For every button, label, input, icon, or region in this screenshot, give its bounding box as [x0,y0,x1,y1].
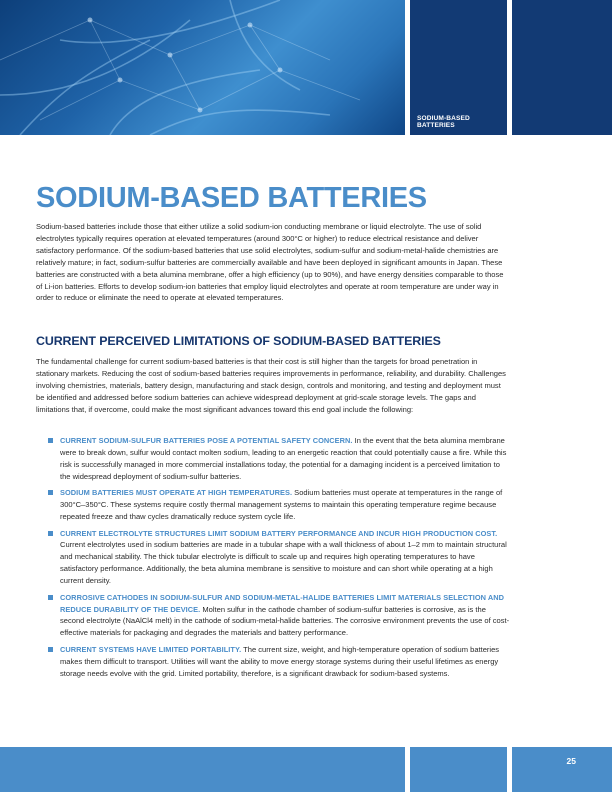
bullet-square-icon [48,531,53,536]
list-item [48,644,510,680]
limitations-list [48,435,510,684]
header-corner-block [512,0,612,135]
bullet-square-icon [48,438,53,443]
page-number: 25 [566,756,576,766]
footer-tab [410,747,507,792]
list-item-heading: CORROSIVE CATHODES IN SODIUM-SULFUR AND SODIUM-METAL-HALIDE BATTERIES LIMIT MATERIALS SELECTION AND REDUCE DURABILITY OF THE DEVICE. [60,592,504,614]
footer-band [0,747,405,792]
list-item-text: Molten sulfur in the cathode chamber of sodium-sulfur batteries is corrosive, as is the second electrolyte (NaAlCl4 melt) in the cathode of sodium-metal-halide batteries. The corrosive environment prevents the use of cost-effective materials for packaging and degrades the materials and battery performance. [60,604,510,638]
network-lines-graphic [0,0,405,135]
list-item [48,487,510,523]
list-item-heading: SODIUM BATTERIES MUST OPERATE AT HIGH TEMPERATURES. [60,488,293,498]
list-item [48,592,510,640]
list-item-text: In the event that the beta alumina membrane were to break down, sulfur would contact molten sodium, leading to an energetic reaction that could potentially cause a fire. While this risk is successfully managed in more commercial installations today, the potential for a damaging incident is a perceived limitation to the widespread deployment of sodium-sulfur batteries. [60,436,507,481]
bullet-square-icon [48,647,53,652]
page-title: SODIUM-BASED BATTERIES [36,182,427,214]
list-item-heading: CURRENT SODIUM-SULFUR BATTERIES POSE A POTENTIAL SAFETY CONCERN. [60,436,353,445]
list-item-text: Current electrolytes used in sodium batteries are made in a tubular shape with a wall thickness of about 1–2 mm to maintain structural and mechanical stability. The thick tubular electrolyte is difficult to scale up and requires high operating temperatures to have satisfactory performance. Additionally, the beta alumina membrane is sensitive to moisture and can short while operating at a high current density. [60,540,507,586]
list-item-text: The current size, weight, and high-temperature operation of sodium batteries makes them difficult to transport. Utilities will want the ability to move energy storage systems during their useful lifetimes as energy storage needs evolve with the grid. Limited portability, therefore, is a significant drawback for sodium-based systems. [60,644,500,678]
section-tab [410,0,507,135]
list-item [48,528,510,588]
bullet-square-icon [48,595,53,600]
list-item-heading: CURRENT SYSTEMS HAVE LIMITED PORTABILITY. [60,644,242,654]
list-item [48,435,510,483]
list-item-text: Sodium batteries must operate at temperatures in the range of 300°C–350°C. These systems require costly thermal management systems to maintain this operating temperature regime because repeated freeze and thaw cycles dramatically reduce system cycle life. [60,488,503,522]
section-heading: CURRENT PERCEIVED LIMITATIONS OF SODIUM-BASED BATTERIES [36,334,441,348]
header-photo-banner [0,0,405,135]
intro-paragraph: Sodium-based batteries include those that either utilize a solid sodium-ion conducting membrane or liquid electrolyte. The use of solid electrolytes typically requires operation at elevated temperatures (around 300°C or higher) to reduce electrical resistance and deliver satisfactory performance. Of the sodium-based batteries that use solid electrolytes, sodium-sulfur and sodium-metal-halide chemistries are relatively mature; in fact, sodium-sulfur batteries are commercially available and have been deployed in significant amounts in Japan. These batteries are constructed with a beta alumina membrane, offer a high efficiency (up to 90%), and have energy densities comparable to those of Li-ion batteries. Efforts to develop sodium-ion batteries that employ liquid electrolytes and operate at room temperature are under way in order to reduce or eliminate the need to operate at elevated temperatures. [36,222,504,303]
section-label: SODIUM-BASED BATTERIES [417,114,470,129]
limitations-paragraph: The fundamental challenge for current sodium-based batteries is that their cost is still higher than the targets for broad penetration in stationary markets. Reducing the cost of sodium-based batteries requires improvements in performance, reliability, and durability. Challenges involving chemistries, materials, battery design, manufacturing and stack design, controls and monitoring, and testing and deployment must be identified and addressed before sodium batteries can achieve widespread deployment at grid-scale storage levels. The gaps and limitations that, if overcome, could make the most significant advances toward this end goal include the following: [36,357,506,414]
list-item-heading: CURRENT ELECTROLYTE STRUCTURES LIMIT SODIUM BATTERY PERFORMANCE AND INCUR HIGH PRODUCTION COST. [60,528,498,538]
bullet-square-icon [48,490,53,495]
footer-corner-block [512,747,612,792]
